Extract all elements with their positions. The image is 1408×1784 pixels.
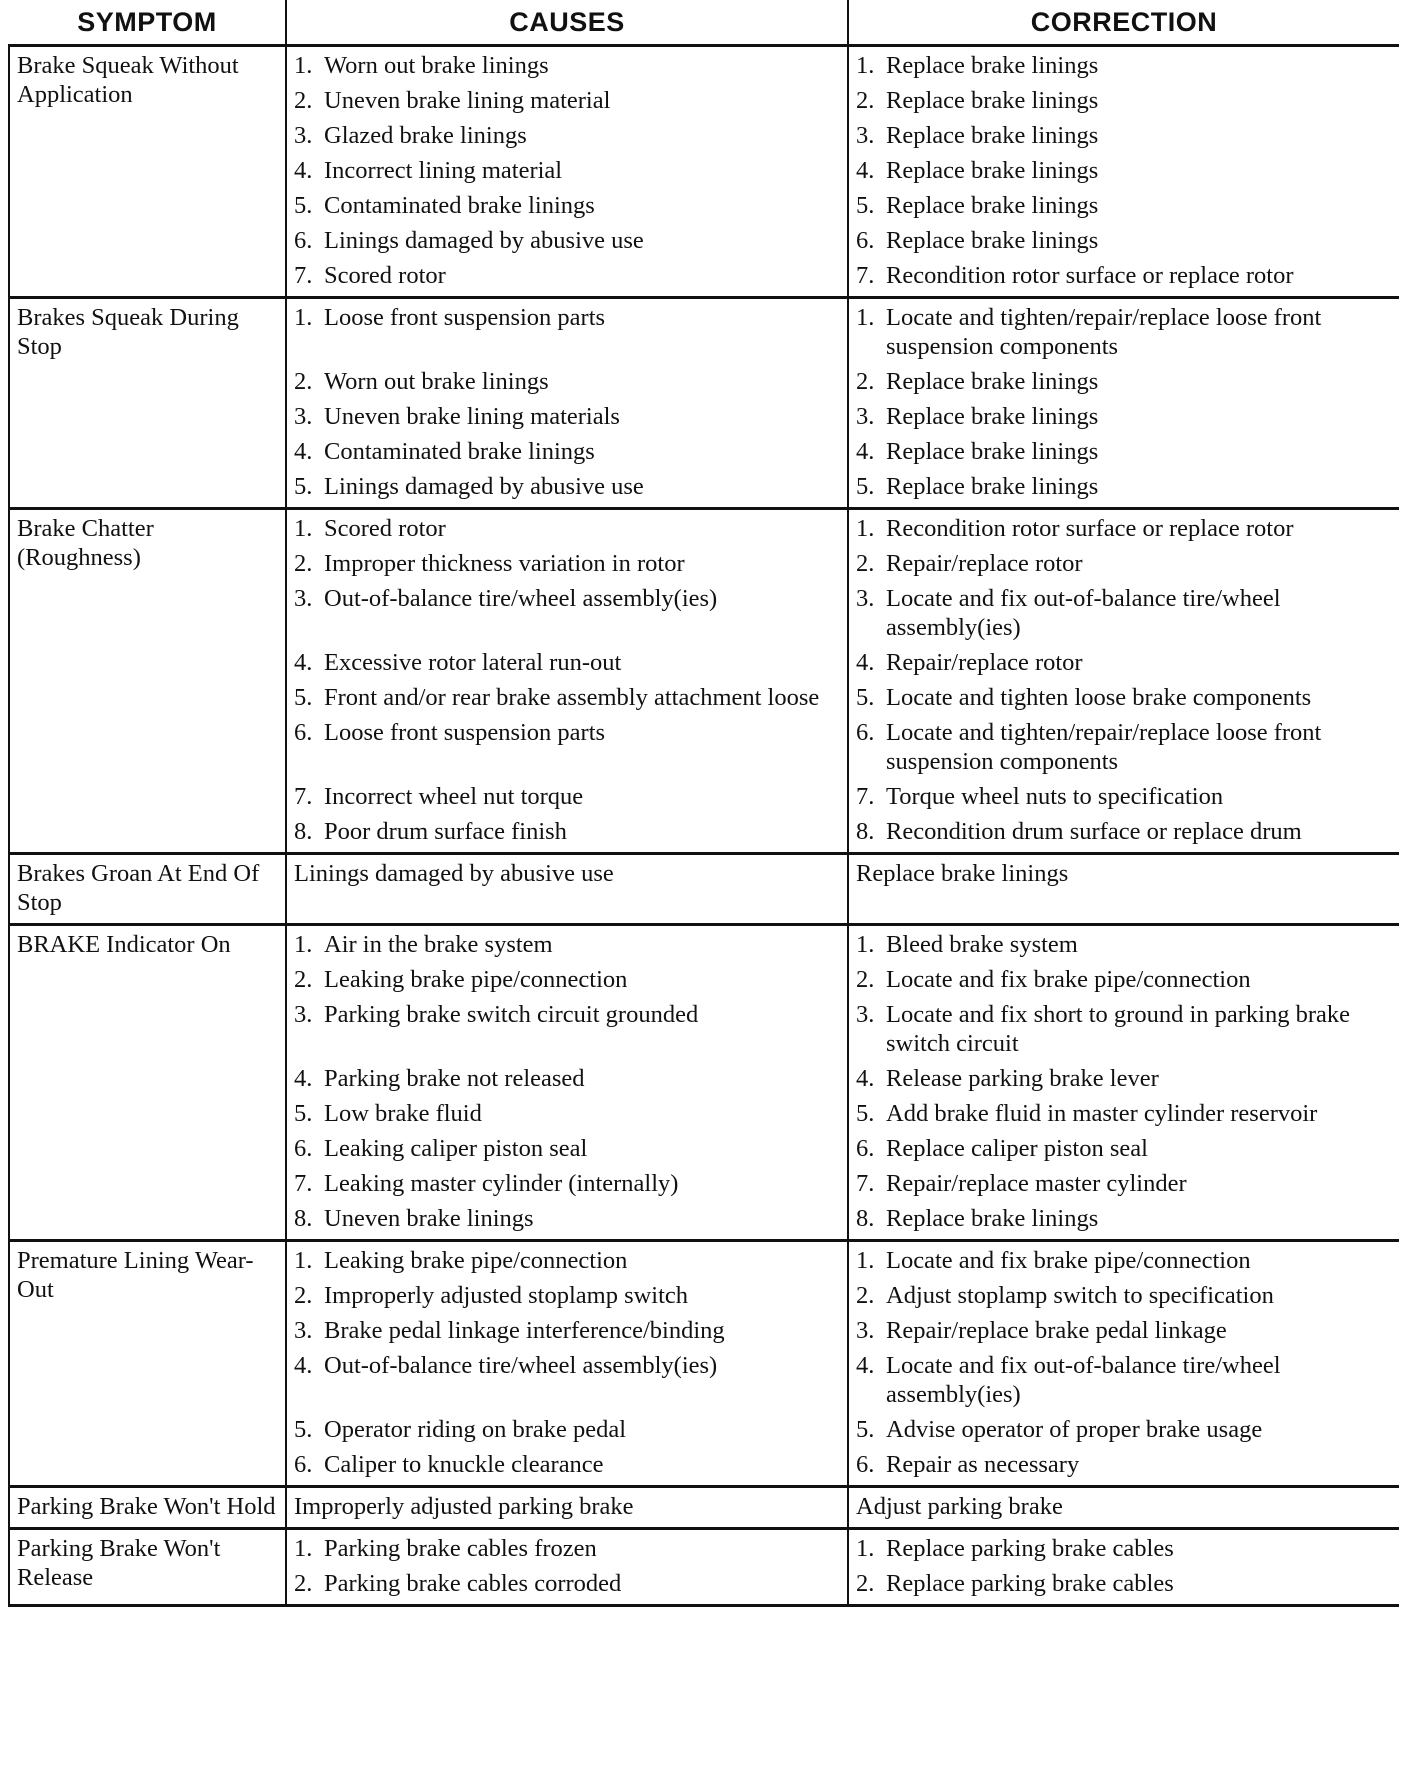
correction-item (856, 191, 1393, 220)
header-symptom: SYMPTOM (9, 0, 286, 46)
item-number: 2. (856, 550, 875, 577)
item-text: Incorrect wheel nut torque (324, 783, 584, 810)
item-number: 4. (294, 157, 313, 184)
item-number: 1. (856, 931, 875, 958)
item-number: 6. (856, 719, 875, 746)
header-correction: CORRECTION (848, 0, 1399, 46)
symptom-cell: Premature Lining Wear-Out (9, 1241, 286, 1487)
cause-item (294, 402, 841, 431)
cause-item (294, 1099, 841, 1128)
item-number: 1. (294, 1247, 313, 1274)
item-text: Add brake fluid in master cylinder reservoir (886, 1100, 1318, 1127)
item-text: Linings damaged by abusive use (324, 227, 644, 254)
correction-cell (848, 46, 1399, 298)
item-number: 1. (294, 931, 313, 958)
causes-cell (286, 298, 848, 509)
table-row (9, 925, 1399, 1241)
cause-item (294, 514, 841, 543)
cause-item (294, 121, 841, 150)
table-row (9, 46, 1399, 298)
cause-item (294, 1415, 841, 1444)
correction-item (856, 402, 1393, 431)
table-row (9, 509, 1399, 854)
correction-cell (848, 1241, 1399, 1487)
item-text: Out-of-balance tire/wheel assembly(ies) (324, 585, 718, 612)
item-number: 1. (856, 1535, 875, 1562)
causes-cell (286, 509, 848, 854)
cause-item (294, 156, 841, 185)
item-number: 3. (294, 122, 313, 149)
item-number: 2. (294, 1570, 313, 1597)
item-number: 7. (856, 1170, 875, 1197)
item-text: Advise operator of proper brake usage (886, 1416, 1263, 1443)
item-text: Replace brake linings (886, 368, 1099, 395)
correction-item (856, 156, 1393, 185)
item-number: 5. (856, 192, 875, 219)
table-row (9, 1529, 1399, 1606)
cause-item (294, 965, 841, 994)
item-text: Uneven brake linings (324, 1205, 534, 1232)
cause-item (294, 1000, 841, 1058)
item-number: 6. (856, 227, 875, 254)
correction-item (856, 1134, 1393, 1163)
item-text: Adjust stoplamp switch to specification (886, 1282, 1274, 1309)
cause-item (294, 1246, 841, 1275)
item-text: Replace brake linings (886, 192, 1099, 219)
item-text: Low brake fluid (324, 1100, 482, 1127)
item-text: Repair/replace brake pedal linkage (886, 1317, 1227, 1344)
item-text: Parking brake not released (324, 1065, 585, 1092)
cause-item (294, 437, 841, 466)
correction-item (856, 1099, 1393, 1128)
correction-item (856, 1351, 1393, 1409)
item-text: Repair/replace rotor (886, 649, 1083, 676)
item-text: Air in the brake system (324, 931, 553, 958)
symptom-cell: Brakes Groan At End Of Stop (9, 854, 286, 925)
causes-cell (286, 1241, 848, 1487)
item-text: Release parking brake lever (886, 1065, 1159, 1092)
item-number: 4. (856, 157, 875, 184)
correction-item (856, 549, 1393, 578)
item-number: 5. (294, 1416, 313, 1443)
item-text: Replace brake linings (886, 87, 1099, 114)
correction-item (856, 782, 1393, 811)
item-number: 3. (856, 585, 875, 612)
correction-item (856, 1316, 1393, 1345)
item-number: 2. (856, 1570, 875, 1597)
brake-diagnosis-table (8, 0, 1399, 1607)
item-text: Replace brake linings (886, 122, 1099, 149)
item-number: 1. (294, 52, 313, 79)
correction-item (856, 1415, 1393, 1444)
item-text: Repair as necessary (886, 1451, 1080, 1478)
item-number: 6. (856, 1135, 875, 1162)
correction-cell (848, 1529, 1399, 1606)
item-number: 3. (294, 403, 313, 430)
item-number: 5. (294, 192, 313, 219)
item-number: 3. (856, 403, 875, 430)
item-text: Improperly adjusted stoplamp switch (324, 1282, 689, 1309)
item-text: Recondition rotor surface or replace rotor (886, 515, 1294, 542)
item-number: 3. (856, 122, 875, 149)
item-text: Replace brake linings (886, 52, 1099, 79)
cause-item (294, 367, 841, 396)
item-text: Uneven brake lining materials (324, 403, 620, 430)
cause-item (294, 1134, 841, 1163)
item-number: 8. (856, 818, 875, 845)
item-text: Replace brake linings (886, 438, 1099, 465)
item-text: Uneven brake lining material (324, 87, 611, 114)
cause-item (294, 1492, 841, 1521)
item-number: 4. (856, 1065, 875, 1092)
item-number: 4. (856, 438, 875, 465)
header-row (9, 0, 1399, 46)
correction-item (856, 1064, 1393, 1093)
item-number: 2. (294, 368, 313, 395)
correction-item (856, 51, 1393, 80)
cause-item (294, 1450, 841, 1479)
correction-item (856, 1246, 1393, 1275)
item-number: 6. (294, 719, 313, 746)
item-text: Replace parking brake cables (886, 1535, 1174, 1562)
correction-item (856, 1204, 1393, 1233)
correction-item (856, 437, 1393, 466)
item-number: 2. (294, 966, 313, 993)
correction-item (856, 1534, 1393, 1563)
correction-item (856, 965, 1393, 994)
correction-item (856, 718, 1393, 776)
item-number: 1. (856, 1247, 875, 1274)
cause-item (294, 930, 841, 959)
item-text: Replace parking brake cables (886, 1570, 1174, 1597)
item-number: 8. (856, 1205, 875, 1232)
item-number: 3. (856, 1317, 875, 1344)
item-text: Worn out brake linings (324, 52, 549, 79)
item-number: 1. (856, 515, 875, 542)
item-number: 5. (856, 684, 875, 711)
item-number: 4. (856, 649, 875, 676)
item-text: Leaking brake pipe/connection (324, 1247, 628, 1274)
item-text: Replace brake linings (886, 227, 1099, 254)
cause-item (294, 1204, 841, 1233)
cause-item (294, 261, 841, 290)
cause-item (294, 817, 841, 846)
item-text: Repair/replace rotor (886, 550, 1083, 577)
item-text: Caliper to knuckle clearance (324, 1451, 604, 1478)
item-number: 7. (294, 783, 313, 810)
cause-item (294, 226, 841, 255)
correction-cell (848, 509, 1399, 854)
symptom-cell: Brake Chatter (Roughness) (9, 509, 286, 854)
correction-item (856, 859, 1393, 888)
correction-item (856, 930, 1393, 959)
correction-cell (848, 298, 1399, 509)
correction-item (856, 648, 1393, 677)
diagnosis-document (8, 0, 1398, 1607)
item-number: 2. (294, 87, 313, 114)
correction-item (856, 367, 1393, 396)
item-text: Leaking master cylinder (internally) (324, 1170, 679, 1197)
cause-item (294, 584, 841, 642)
item-text: Locate and tighten loose brake components (886, 684, 1312, 711)
cause-item (294, 1316, 841, 1345)
item-number: 4. (294, 649, 313, 676)
item-text: Leaking caliper piston seal (324, 1135, 588, 1162)
correction-item (856, 514, 1393, 543)
table-row (9, 1241, 1399, 1487)
item-text: Poor drum surface finish (324, 818, 567, 845)
item-text: Improperly adjusted parking brake (294, 1493, 634, 1520)
item-text: Scored rotor (324, 262, 446, 289)
item-number: 1. (856, 52, 875, 79)
item-number: 2. (856, 87, 875, 114)
cause-item (294, 1351, 841, 1409)
item-text: Loose front suspension parts (324, 304, 606, 331)
correction-item (856, 1492, 1393, 1521)
correction-item (856, 261, 1393, 290)
table-row (9, 298, 1399, 509)
item-text: Replace caliper piston seal (886, 1135, 1148, 1162)
cause-item (294, 1281, 841, 1310)
cause-item (294, 1064, 841, 1093)
header-causes: CAUSES (286, 0, 848, 46)
item-number: 4. (294, 1352, 313, 1379)
item-text: Linings damaged by abusive use (294, 860, 614, 887)
causes-cell (286, 46, 848, 298)
item-text: Locate and fix brake pipe/connection (886, 966, 1251, 993)
item-text: Operator riding on brake pedal (324, 1416, 627, 1443)
item-text: Replace brake linings (856, 860, 1069, 887)
item-text: Brake pedal linkage interference/binding (324, 1317, 725, 1344)
item-text: Incorrect lining material (324, 157, 563, 184)
item-text: Locate and fix short to ground in parking brake switch circuit (886, 1001, 1351, 1057)
correction-item (856, 683, 1393, 712)
item-text: Locate and fix out-of-balance tire/wheel assembly(ies) (886, 1352, 1281, 1408)
item-text: Bleed brake system (886, 931, 1078, 958)
item-number: 3. (294, 1317, 313, 1344)
item-text: Adjust parking brake (856, 1493, 1063, 1520)
cause-item (294, 648, 841, 677)
correction-item (856, 121, 1393, 150)
correction-item (856, 1169, 1393, 1198)
item-number: 2. (856, 368, 875, 395)
item-text: Replace brake linings (886, 1205, 1099, 1232)
cause-item (294, 86, 841, 115)
item-number: 5. (294, 684, 313, 711)
item-number: 2. (856, 1282, 875, 1309)
item-text: Improper thickness variation in rotor (324, 550, 685, 577)
cause-item (294, 683, 841, 712)
causes-cell (286, 854, 848, 925)
item-number: 3. (856, 1001, 875, 1028)
item-text: Out-of-balance tire/wheel assembly(ies) (324, 1352, 718, 1379)
item-number: 2. (294, 550, 313, 577)
correction-item (856, 226, 1393, 255)
correction-cell (848, 925, 1399, 1241)
item-number: 1. (294, 515, 313, 542)
symptom-cell: Brake Squeak Without Application (9, 46, 286, 298)
item-text: Locate and fix brake pipe/connection (886, 1247, 1251, 1274)
cause-item (294, 472, 841, 501)
item-text: Replace brake linings (886, 403, 1099, 430)
cause-item (294, 1169, 841, 1198)
item-number: 2. (294, 1282, 313, 1309)
item-number: 8. (294, 1205, 313, 1232)
item-number: 1. (294, 1535, 313, 1562)
item-number: 8. (294, 818, 313, 845)
item-number: 7. (856, 262, 875, 289)
item-number: 4. (856, 1352, 875, 1379)
item-text: Parking brake cables corroded (324, 1570, 622, 1597)
item-text: Scored rotor (324, 515, 446, 542)
cause-item (294, 1534, 841, 1563)
item-text: Recondition rotor surface or replace rotor (886, 262, 1294, 289)
item-text: Leaking brake pipe/connection (324, 966, 628, 993)
cause-item (294, 549, 841, 578)
table-row (9, 1487, 1399, 1529)
item-text: Recondition drum surface or replace drum (886, 818, 1302, 845)
item-text: Torque wheel nuts to specification (886, 783, 1224, 810)
item-text: Contaminated brake linings (324, 438, 595, 465)
item-number: 5. (856, 1416, 875, 1443)
correction-item (856, 1569, 1393, 1598)
correction-item (856, 472, 1393, 501)
item-number: 7. (294, 1170, 313, 1197)
correction-cell (848, 1487, 1399, 1529)
item-text: Excessive rotor lateral run-out (324, 649, 622, 676)
item-number: 1. (856, 304, 875, 331)
table-row (9, 854, 1399, 925)
symptom-cell: Parking Brake Won't Hold (9, 1487, 286, 1529)
causes-cell (286, 925, 848, 1241)
item-number: 6. (294, 1451, 313, 1478)
item-text: Repair/replace master cylinder (886, 1170, 1187, 1197)
item-number: 5. (856, 473, 875, 500)
item-text: Front and/or rear brake assembly attachment loose (324, 684, 820, 711)
cause-item (294, 859, 841, 888)
item-number: 6. (856, 1451, 875, 1478)
item-text: Locate and fix out-of-balance tire/wheel assembly(ies) (886, 585, 1281, 641)
item-text: Locate and tighten/repair/replace loose front suspension components (886, 304, 1322, 360)
item-number: 7. (294, 262, 313, 289)
item-number: 1. (294, 304, 313, 331)
correction-item (856, 584, 1393, 642)
item-number: 5. (294, 1100, 313, 1127)
causes-cell (286, 1529, 848, 1606)
symptom-cell: Brakes Squeak During Stop (9, 298, 286, 509)
item-text: Glazed brake linings (324, 122, 527, 149)
item-text: Locate and tighten/repair/replace loose front suspension components (886, 719, 1322, 775)
item-number: 4. (294, 1065, 313, 1092)
item-number: 2. (856, 966, 875, 993)
item-number: 6. (294, 227, 313, 254)
symptom-cell: Parking Brake Won't Release (9, 1529, 286, 1606)
cause-item (294, 718, 841, 776)
item-text: Parking brake switch circuit grounded (324, 1001, 699, 1028)
correction-item (856, 303, 1393, 361)
cause-item (294, 1569, 841, 1598)
correction-item (856, 817, 1393, 846)
table-body (9, 46, 1399, 1606)
item-text: Replace brake linings (886, 157, 1099, 184)
causes-cell (286, 1487, 848, 1529)
cause-item (294, 51, 841, 80)
correction-item (856, 1000, 1393, 1058)
item-text: Parking brake cables frozen (324, 1535, 597, 1562)
item-text: Replace brake linings (886, 473, 1099, 500)
item-text: Linings damaged by abusive use (324, 473, 644, 500)
item-number: 3. (294, 1001, 313, 1028)
cause-item (294, 303, 841, 361)
correction-cell (848, 854, 1399, 925)
item-text: Worn out brake linings (324, 368, 549, 395)
item-number: 6. (294, 1135, 313, 1162)
item-text: Loose front suspension parts (324, 719, 606, 746)
item-number: 7. (856, 783, 875, 810)
cause-item (294, 191, 841, 220)
correction-item (856, 86, 1393, 115)
item-text: Contaminated brake linings (324, 192, 595, 219)
item-number: 5. (294, 473, 313, 500)
cause-item (294, 782, 841, 811)
item-number: 5. (856, 1100, 875, 1127)
item-number: 3. (294, 585, 313, 612)
item-number: 4. (294, 438, 313, 465)
symptom-cell: BRAKE Indicator On (9, 925, 286, 1241)
correction-item (856, 1450, 1393, 1479)
correction-item (856, 1281, 1393, 1310)
